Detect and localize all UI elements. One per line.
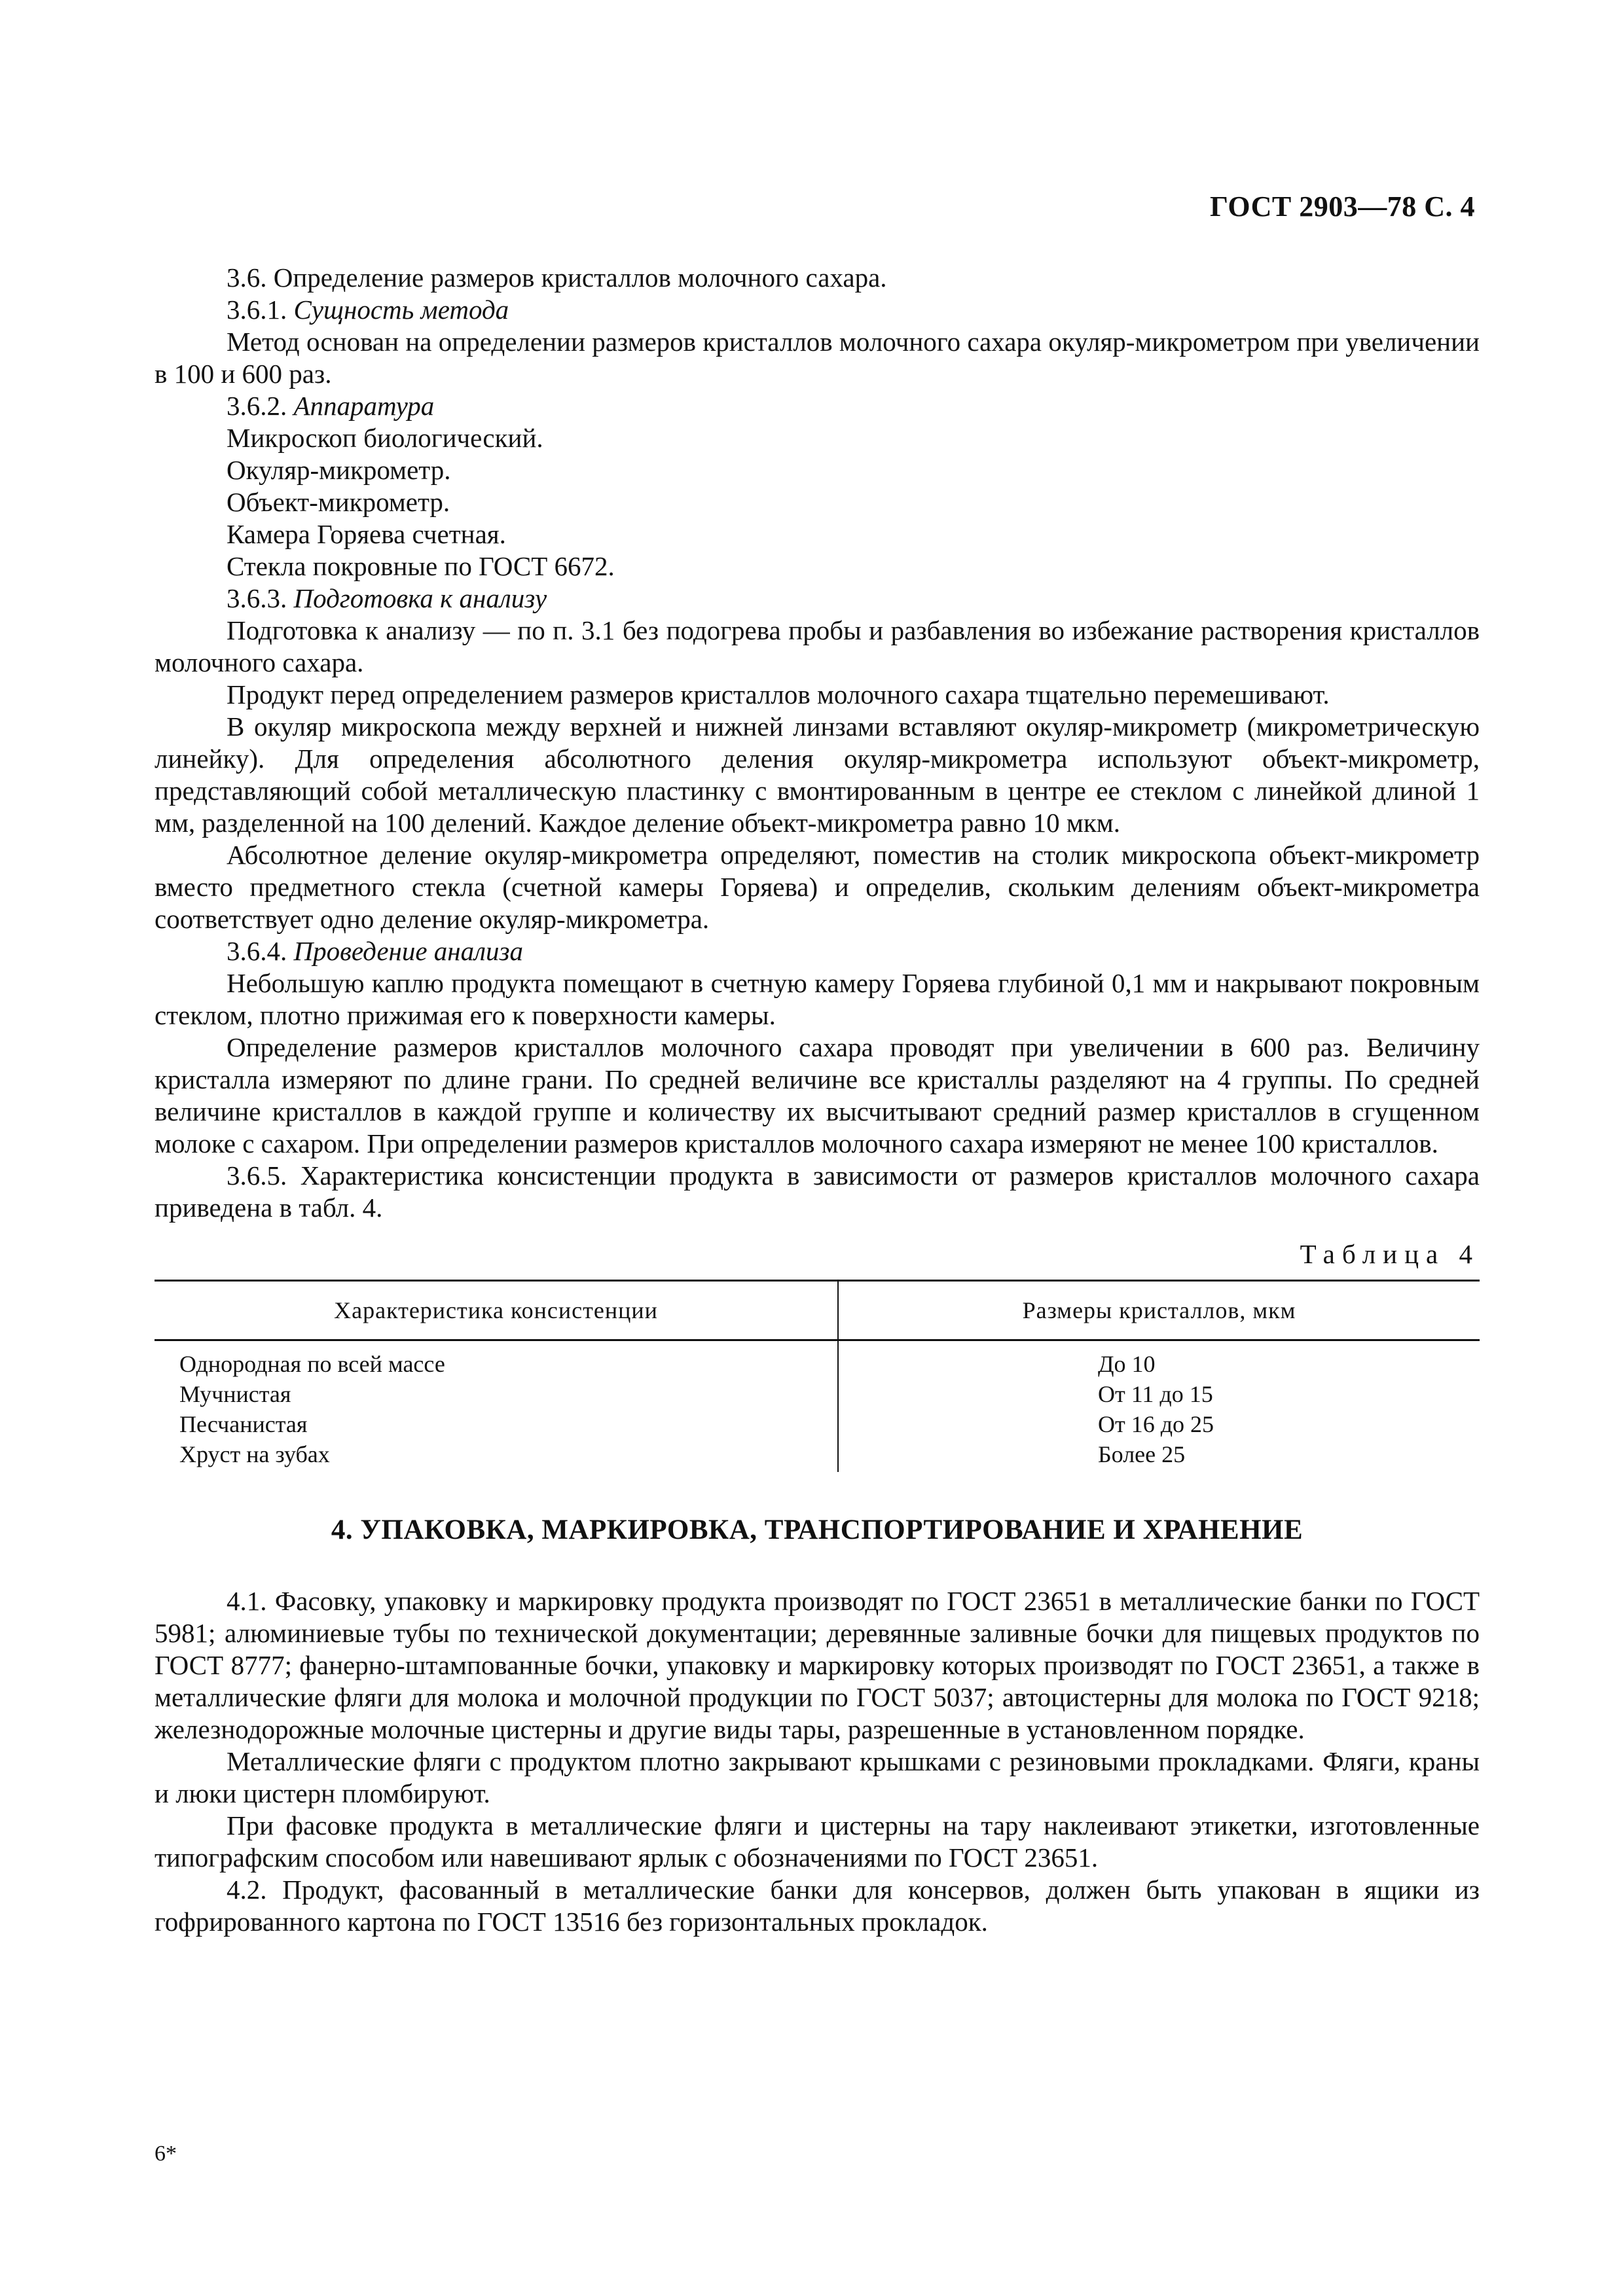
- subsection-number: 3.6.2.: [227, 391, 287, 421]
- table-header-row: [155, 1281, 1480, 1340]
- table-cell-text: Мучнистая: [179, 1381, 291, 1407]
- subsection-title: Аппаратура: [293, 391, 435, 421]
- subsection-title: Проведение анализа: [293, 936, 524, 966]
- paragraph: Абсолютное деление окуляр-микрометра определяют, поместив на столик микроскопа объект-микрометр вместо предметного стекла (счетной камеры Горяева) и определив, скольким делениям объект-микрометра соответствует одно деление окуляр-микрометра.: [155, 840, 1480, 934]
- apparatus-item: Микроскоп биологический.: [227, 423, 543, 453]
- subsection-title: Сущность метода: [293, 295, 509, 325]
- page-header: ГОСТ 2903—78 С. 4: [1209, 190, 1475, 223]
- paragraph: В окуляр микроскопа между верхней и нижней линзами вставляют окуляр-микрометр (микрометрическую линейку). Для определения абсолютного деления окуляр-микрометра используют объект-микрометр, представляющий собой металлическую пластинку с вмонтированным в центре ее стеклом с линейкой длиной 1 мм, разделенной на 100 делений. Каждое деление объект-микрометра равно 10 мкм.: [155, 711, 1480, 838]
- paragraph: Металлические фляги с продуктом плотно закрывают крышками с резиновыми прокладками. Фляги, краны и люки цистерн пломбируют.: [155, 1746, 1480, 1808]
- subsection-title: Подготовка к анализу: [293, 583, 547, 613]
- paragraph: Подготовка к анализу — по п. 3.1 без подогрева пробы и разбавления во избежание растворения кристаллов молочного сахара.: [155, 615, 1480, 677]
- table-cell-text: До 10: [1098, 1351, 1156, 1377]
- paragraph: Небольшую каплю продукта помещают в счетную камеру Горяева глубиной 0,1 мм и накрывают покровным стеклом, плотно прижимая его к поверхности камеры.: [155, 968, 1480, 1030]
- table-cell-consistency: [155, 1340, 838, 1473]
- page-footer-mark: 6*: [155, 2142, 177, 2166]
- paragraph: 4.2. Продукт, фасованный в металлические банки для консервов, должен быть упакован в ящики из гофрированного картона по ГОСТ 13516 без горизонтальных прокладок.: [155, 1874, 1480, 1937]
- column-header: Характеристика консистенции: [155, 1281, 838, 1340]
- subsection-3-6-4-heading: [155, 935, 1480, 967]
- section-4-title: 4. УПАКОВКА, МАРКИРОВКА, ТРАНСПОРТИРОВАНИЕ И ХРАНЕНИЕ: [331, 1515, 1304, 1545]
- subsection-3-6-1-heading: [155, 294, 1480, 326]
- table-cell-size: [838, 1340, 1480, 1473]
- table-body-row: [155, 1340, 1480, 1473]
- paragraph: Продукт перед определением размеров кристаллов молочного сахара тщательно перемешивают.: [227, 679, 1330, 709]
- subsection-number: 3.6.4.: [227, 936, 287, 966]
- subsection-3-6-3-heading: [155, 583, 1480, 615]
- apparatus-item: Камера Горяева счетная.: [227, 519, 506, 549]
- page-content: [155, 262, 1480, 1938]
- subsection-number: 3.6.3.: [227, 583, 287, 613]
- apparatus-item: Объект-микрометр.: [227, 487, 450, 517]
- paragraph: Определение размеров кристаллов молочного сахара проводят при увеличении в 600 раз. Величину кристалла измеряют по длине грани. По средней величине все кристаллы разделяют на 4 группы. По средней величине кристаллов в каждой группе и количеству их высчитывают средний размер кристаллов в сгущенном молоке с сахаром. При определении размеров кристаллов молочного сахара измеряют не менее 100 кристаллов.: [155, 1032, 1480, 1158]
- table-cell-text: Песчанистая: [179, 1411, 308, 1437]
- column-header: Размеры кристаллов, мкм: [838, 1281, 1480, 1340]
- consistency-table: [155, 1280, 1480, 1472]
- table-caption: Таблица 4: [1300, 1239, 1480, 1269]
- table-cell-text: От 16 до 25: [1098, 1411, 1214, 1437]
- table-cell-text: Однородная по всей массе: [179, 1351, 445, 1377]
- paragraph: 3.6.5. Характеристика консистенции продукта в зависимости от размеров кристаллов молочного сахара приведена в табл. 4.: [155, 1160, 1480, 1223]
- subsection-3-6-2-heading: [155, 390, 1480, 422]
- table-cell-text: Хруст на зубах: [179, 1441, 330, 1467]
- paragraph: Метод основан на определении размеров кристаллов молочного сахара окуляр-микрометром при увеличении в 100 и 600 раз.: [155, 327, 1480, 389]
- subsection-number: 3.6.1.: [227, 295, 287, 325]
- paragraph: При фасовке продукта в металлические фляги и цистерны на тару наклеивают этикетки, изготовленные типографским способом или навешивают ярлык с обозначениями по ГОСТ 23651.: [155, 1810, 1480, 1873]
- table-cell-text: Более 25: [1098, 1441, 1186, 1467]
- section-3-6-title: 3.6. Определение размеров кристаллов молочного сахара.: [227, 262, 887, 293]
- table-cell-text: От 11 до 15: [1098, 1381, 1213, 1407]
- apparatus-item: Окуляр-микрометр.: [227, 455, 451, 485]
- paragraph: 4.1. Фасовку, упаковку и маркировку продукта производят по ГОСТ 23651 в металлические банки по ГОСТ 5981; алюминиевые тубы по технической документации; деревянные заливные бочки для пищевых продуктов по ГОСТ 8777; фанерно-штампованные бочки, упаковку и маркировку которых производят по ГОСТ 23651, а также в металлические фляги для молока и молочной продукции по ГОСТ 5037; автоцистерны для молока по ГОСТ 9218; железнодорожные молочные цистерны и другие виды тары, разрешенные в установленном порядке.: [155, 1586, 1480, 1744]
- apparatus-item: Стекла покровные по ГОСТ 6672.: [227, 551, 615, 581]
